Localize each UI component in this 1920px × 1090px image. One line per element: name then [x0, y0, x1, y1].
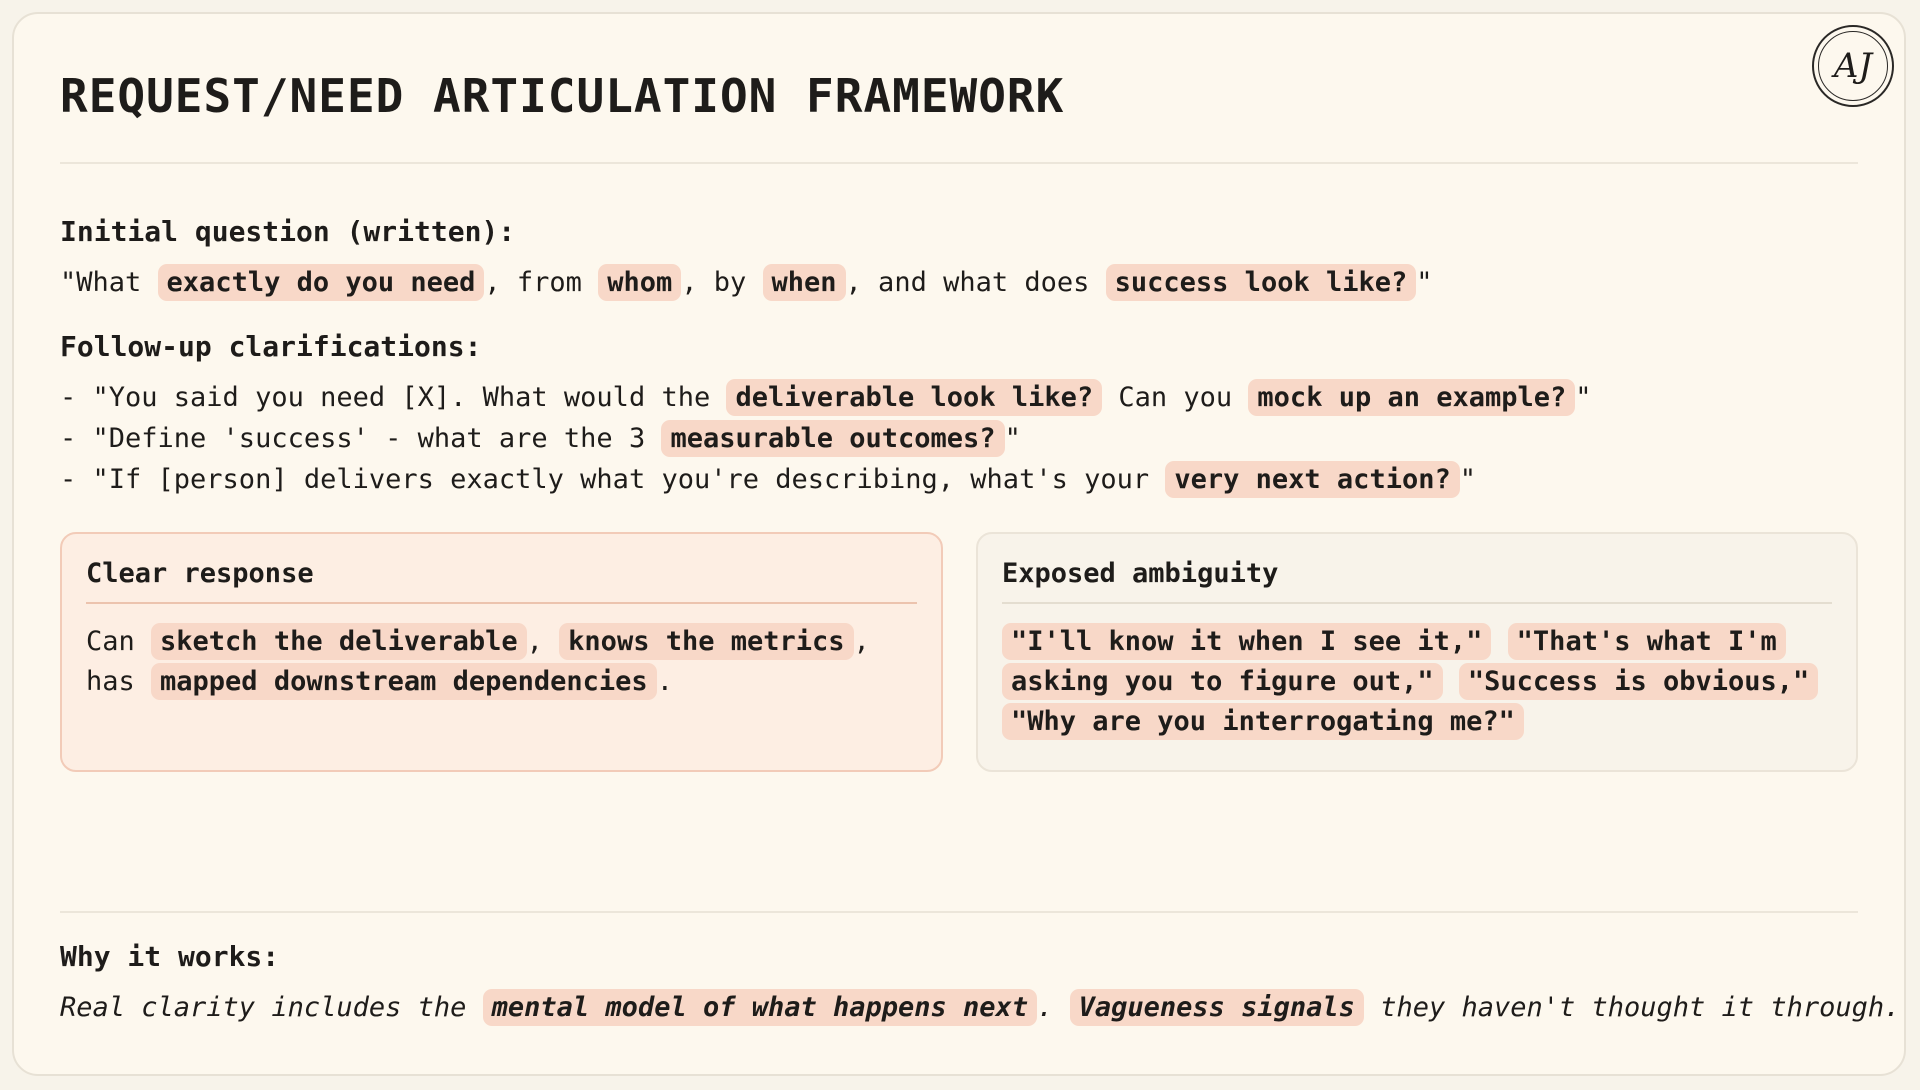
text-segment: "What	[60, 267, 158, 298]
text-segment	[1443, 666, 1459, 697]
clear-response-heading: Clear response	[86, 556, 917, 604]
text-segment: , by	[681, 267, 763, 298]
highlight-quote: "That's what I'm asking you to figure out,"	[1002, 623, 1786, 700]
highlight-vagueness: Vagueness signals	[1070, 989, 1364, 1026]
highlight-when: when	[763, 264, 846, 301]
text-segment: they haven't thought it through.	[1363, 992, 1901, 1023]
clear-response-text	[86, 622, 917, 702]
text-segment: .	[1037, 992, 1070, 1023]
highlight-metrics: knows the metrics	[559, 623, 853, 660]
initial-question-label: Initial question (written):	[60, 215, 516, 248]
highlight-dependencies: mapped downstream dependencies	[151, 663, 657, 700]
highlight-mental-model: mental model of what happens next	[483, 989, 1037, 1026]
why-it-works-text	[60, 988, 1900, 1028]
clear-response-box	[60, 532, 943, 772]
highlight-next-action: very next action?	[1165, 461, 1459, 498]
followup-label: Follow-up clarifications:	[60, 330, 482, 363]
logo-monogram: AJ	[1818, 31, 1888, 101]
initial-question-text	[60, 263, 1433, 303]
followup-item	[60, 460, 1476, 500]
text-segment: - "If [person] delivers exactly what you're describing, what's your	[60, 464, 1166, 495]
exposed-ambiguity-heading: Exposed ambiguity	[1002, 556, 1832, 604]
highlight-deliverable: deliverable look like?	[726, 379, 1102, 416]
title-divider	[60, 162, 1858, 164]
highlight-measurable: measurable outcomes?	[661, 420, 1004, 457]
text-segment: Can	[86, 626, 152, 657]
highlight-success: success look like?	[1106, 264, 1417, 301]
text-segment: "	[1004, 423, 1021, 454]
highlight-quote: "Why are you interrogating me?"	[1002, 703, 1524, 740]
highlight-sketch: sketch the deliverable	[151, 623, 527, 660]
followup-item	[60, 378, 1592, 418]
text-segment: Can you	[1102, 382, 1249, 413]
page-title: REQUEST/NEED ARTICULATION FRAMEWORK	[60, 69, 1065, 123]
text-segment: "	[1416, 267, 1433, 298]
text-segment: "	[1575, 382, 1592, 413]
text-segment	[1491, 626, 1507, 657]
text-segment: - "Define 'success' - what are the 3	[60, 423, 662, 454]
highlight-quote: "Success is obvious,"	[1459, 663, 1818, 700]
text-segment: , has	[86, 626, 870, 697]
exposed-ambiguity-text	[1002, 622, 1832, 742]
text-segment: "	[1459, 464, 1476, 495]
followup-item	[60, 419, 1021, 459]
text-segment: , and what does	[845, 267, 1106, 298]
footer-divider	[60, 911, 1858, 913]
highlight-quote: "I'll know it when I see it,"	[1002, 623, 1491, 660]
text-segment: , from	[484, 267, 599, 298]
highlight-exactly-need: exactly do you need	[158, 264, 485, 301]
text-segment: .	[656, 666, 673, 697]
highlight-mock-up: mock up an example?	[1248, 379, 1575, 416]
highlight-whom: whom	[598, 264, 681, 301]
why-it-works-label: Why it works:	[60, 940, 280, 973]
author-logo	[1812, 25, 1894, 107]
text-segment: - "You said you need [X]. What would the	[60, 382, 727, 413]
exposed-ambiguity-box	[976, 532, 1858, 772]
text-segment: ,	[526, 626, 560, 657]
text-segment: Real clarity includes the	[60, 992, 483, 1023]
